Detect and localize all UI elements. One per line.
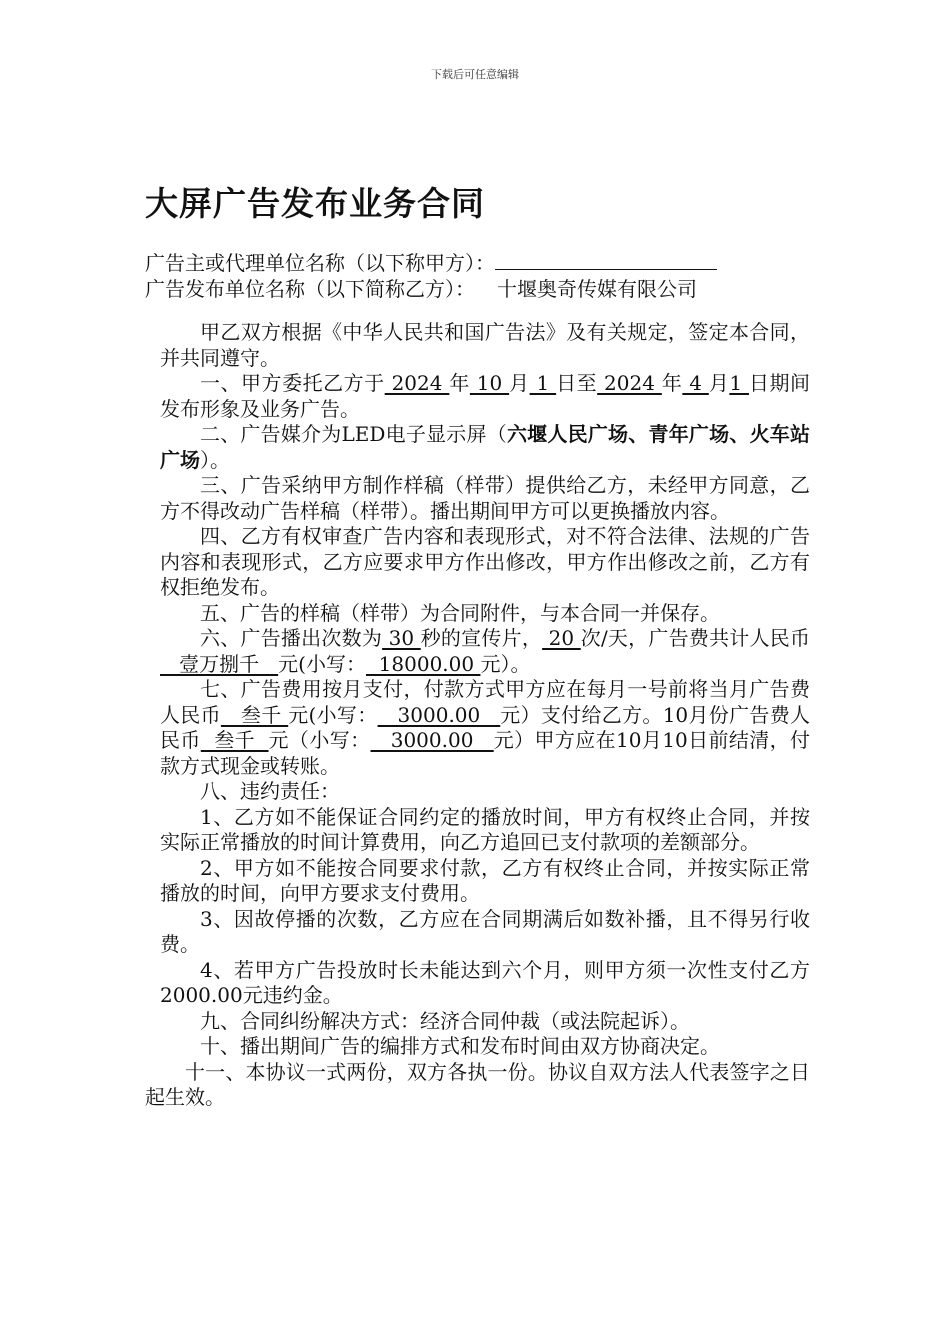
october-fee-words: 叁千 <box>200 728 269 752</box>
ad-seconds: 30 <box>382 626 421 650</box>
clause-8-item: 4、若甲方广告投放时长未能达到六个月，则甲方须一次性支付乙方2000.00元违约金。 <box>160 957 810 1007</box>
clause-6-text: 秒的宣传片， <box>420 626 543 650</box>
clause-7-text: 七、广告费用按月支付，付款方式甲方应在每月一号前将当月广告费人民币 <box>160 677 810 727</box>
clause-7 <box>160 677 810 779</box>
monthly-fee-number: 3000.00 <box>377 702 501 727</box>
clause-9: 九、合同纠纷解决方式：经济合同仲裁（或法院起诉）。 <box>200 1008 690 1033</box>
clause-8-item: 2、甲方如不能按合同要求付款，乙方有权终止合同，并按实际正常播放的时间，向甲方要求支付费用。 <box>160 855 810 905</box>
start-month: 10 <box>469 371 510 395</box>
end-month: 4 <box>682 371 709 395</box>
clause-10: 十、播出期间广告的编排方式和发布时间由双方协商决定。 <box>200 1034 720 1058</box>
clause-6-text: 次/天，广告费共计人民币 <box>580 626 810 650</box>
clause-1 <box>160 371 810 422</box>
start-year: 2024 <box>384 371 450 395</box>
year-label: 年 <box>449 371 470 395</box>
party-b-name: 十堰奥奇传媒有限公司 <box>497 277 697 301</box>
clause-7-tail: 元）甲方应在10月10日前结清，付款方式现金或转账。 <box>160 728 811 778</box>
october-fee-number: 3000.00 <box>370 728 494 752</box>
clause-1-text: 一、甲方委托乙方于 <box>200 371 385 395</box>
total-fee-words: 壹万捌千 <box>160 651 279 676</box>
clause-8-item: 1、乙方如不能保证合同约定的播放时间，甲方有权终止合同，并按实际正常播放的时间计算费用，向乙方追回已支付款项的差额部分。 <box>160 804 810 854</box>
display-locations: 六堰人民广场、青年广场、火车站广场 <box>160 422 811 472</box>
clause-6-text: 元(小写： <box>278 651 366 676</box>
start-day: 1 <box>529 371 557 395</box>
clause-11: 十一、本协议一式两份，双方各执一份。协议自双方法人代表签字之日起生效。 <box>145 1059 810 1109</box>
party-a-row <box>145 250 825 276</box>
clause-4: 四、乙方有权审查广告内容和表现形式，对不符合法律、法规的广告内容和表现形式，乙方应要求甲方作出修改，甲方作出修改之前，乙方有权拒绝发布。 <box>160 524 810 599</box>
party-a-label: 广告主或代理单位名称（以下称甲方）： <box>145 251 495 275</box>
party-b-row <box>145 276 825 302</box>
clause-2-text: 二、广告媒介为LED电子显示屏（ <box>200 422 507 446</box>
clause-3: 三、广告采纳甲方制作样稿（样带）提供给乙方，未经甲方同意，乙方不得改动广告样稿（样带）。播出期间甲方可以更换播放内容。 <box>160 473 810 523</box>
header-note: 下载后可任意编辑 <box>431 68 519 81</box>
month-label: 月 <box>708 371 730 395</box>
year-label: 年 <box>661 371 683 395</box>
clause-7-text: 元（小写： <box>268 728 371 752</box>
clause-5: 五、广告的样稿（样带）为合同附件，与本合同一并保存。 <box>200 600 720 625</box>
clause-6-tail: 元）。 <box>480 651 531 676</box>
clause-8-item: 3、因故停播的次数，乙方应在合同期满后如数补播，且不得另行收费。 <box>160 906 810 956</box>
clause-6-text: 六、广告播出次数为 <box>200 626 383 650</box>
clause-7-text: 元）支付给乙方。10月份广告费人民币 <box>160 702 810 752</box>
clause-2-tail: ）。 <box>200 447 230 472</box>
monthly-fee-words: 叁千 <box>220 702 289 727</box>
party-a-blank-field <box>495 250 717 270</box>
page-title: 大屏广告发布业务合同 <box>145 184 485 223</box>
month-label: 月 <box>509 371 530 395</box>
clause-8-title: 八、违约责任： <box>200 779 340 803</box>
end-year: 2024 <box>597 371 662 395</box>
until-label: 日至 <box>556 371 598 395</box>
clause-2 <box>160 422 810 473</box>
clause-6 <box>160 626 810 677</box>
parties-block <box>145 250 825 302</box>
total-fee-number: 18000.00 <box>365 651 481 676</box>
times-per-day: 20 <box>542 626 581 650</box>
clause-1-tail: 日期间发布形象及业务广告。 <box>160 371 811 421</box>
party-b-label: 广告发布单位名称（以下简称乙方）： <box>145 277 475 301</box>
clause-7-text: 元(小写： <box>288 702 378 727</box>
intro-paragraph: 甲乙双方根据《中华人民共和国广告法》及有关规定，签定本合同，并共同遵守。 <box>160 320 810 370</box>
contract-body <box>145 320 811 1111</box>
end-day: 1 <box>729 371 749 395</box>
